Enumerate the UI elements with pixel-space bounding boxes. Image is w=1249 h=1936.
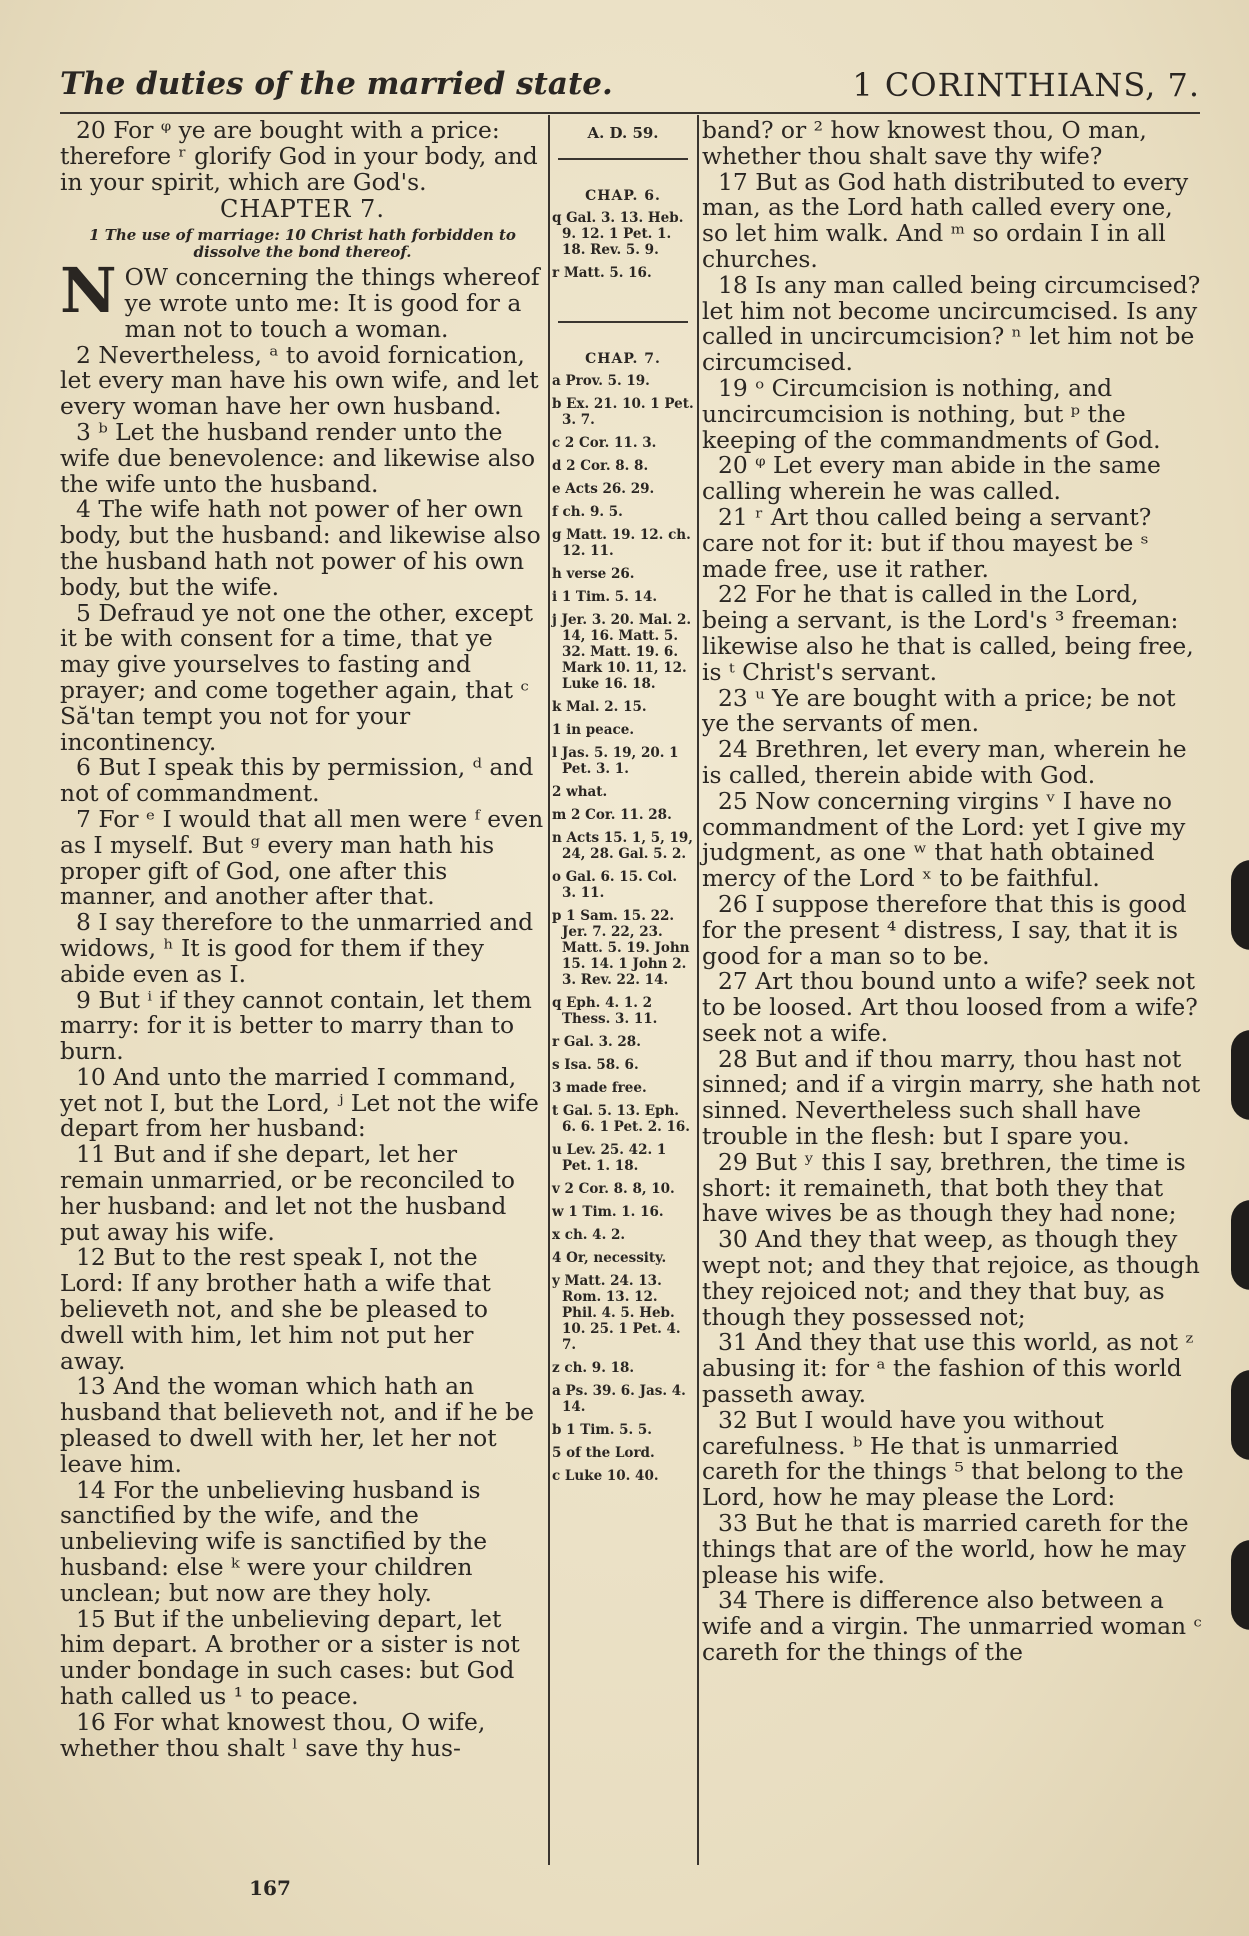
cross-reference: m 2 Cor. 11. 28.: [552, 807, 672, 823]
verse: 11 But and if she depart, let her remain unmarried, or be reconciled to her husband: and let not the husband put away his wife.: [60, 1140, 515, 1246]
verse: 4 The wife hath not power of her own body, but the husband: and likewise also the husband hath not power of his own body, but the wife.: [60, 495, 541, 601]
cross-reference: r Gal. 3. 28.: [552, 1034, 641, 1050]
verse: 6 But I speak this by permission, ᵈ and not of commandment.: [60, 753, 534, 808]
verse: 8 I say therefore to the unmarried and widows, ʰ It is good for them if they abide even as I.: [60, 908, 534, 988]
thumb-index-tab[interactable]: [1231, 1030, 1249, 1120]
running-header: [60, 62, 1200, 114]
cross-reference: b 1 Tim. 5. 5.: [552, 1422, 652, 1438]
cross-reference: i 1 Tim. 5. 14.: [552, 589, 658, 605]
cross-reference: 4 Or, necessity.: [552, 1250, 667, 1266]
cross-reference: s Isa. 58. 6.: [552, 1057, 639, 1073]
verse: 21 ʳ Art thou called being a servant? care not for it: but if thou mayest be ˢ made free, use it rather.: [702, 502, 1152, 583]
page-number: 167: [249, 1876, 291, 1900]
verse: 28 But and if thou marry, thou hast not sinned; and if a virgin marry, she hath not sinned. Nevertheless such shall have trouble in the flesh: but I spare you.: [702, 1044, 1201, 1151]
cross-reference: j Jer. 3. 20. Mal. 2. 14, 16. Matt. 5. 32. Matt. 19. 6. Mark 10. 11, 12. Luke 16. 18.: [552, 612, 692, 692]
column-rule-right: [697, 115, 699, 1865]
ref-chap6-label: CHAP. 6.: [585, 188, 661, 204]
ref-divider: [558, 321, 688, 323]
anno-domini: A. D. 59.: [587, 124, 659, 142]
cross-reference: k Mal. 2. 15.: [552, 699, 647, 715]
left-text-column: [60, 118, 545, 1761]
verse: 34 There is difference also between a wife and a virgin. The unmarried woman ᶜ careth for the things of the: [702, 1586, 1202, 1667]
reference-column: [552, 118, 694, 1491]
cross-reference: t Gal. 5. 13. Eph. 6. 6. 1 Pet. 2. 16.: [552, 1103, 690, 1135]
column-rule-left: [548, 115, 550, 1865]
verse: 31 And they that use this world, as not ᶻ abusing it: for ᵃ the fashion of this world passeth away.: [702, 1328, 1194, 1409]
cross-reference: 3 made free.: [552, 1080, 647, 1096]
cross-reference: d 2 Cor. 8. 8.: [552, 458, 649, 474]
cross-reference: h verse 26.: [552, 566, 635, 582]
right-text-column: [702, 118, 1202, 1666]
cross-reference: y Matt. 24. 13. Rom. 13. 12. Phil. 4. 5. Heb. 10. 25. 1 Pet. 4. 7.: [552, 1273, 681, 1353]
cross-reference: b Ex. 21. 10. 1 Pet. 3. 7.: [552, 396, 694, 428]
cross-reference: a Prov. 5. 19.: [552, 373, 650, 389]
chapter-title: CHAPTER 7.: [220, 195, 385, 224]
verse: 22 For he that is called in the Lord, being a servant, is the Lord's ³ freeman: likewise also he that is called, being free, is ᵗ Christ's servant.: [702, 580, 1194, 686]
verse: 12 But to the rest speak I, not the Lord: If any brother hath a wife that believeth not, and she be pleased to dwell with him, let him not put her away.: [60, 1243, 491, 1375]
verse: 29 But ʸ this I say, brethren, the time is short: it remaineth, that both they that have wives be as though they had none;: [702, 1147, 1186, 1228]
verse: 32 But I would have you without carefulness. ᵇ He that is unmarried careth for the things ⁵ that belong to the Lord, how he may please the Lord:: [702, 1405, 1184, 1512]
cross-reference: w 1 Tim. 1. 16.: [552, 1204, 664, 1220]
verse: 7 For ᵉ I would that all men were ᶠ even as I myself. But ᵍ every man hath his proper gift of God, one after this manner, and another after that.: [60, 804, 544, 911]
cross-reference: o Gal. 6. 15. Col. 3. 11.: [552, 869, 678, 901]
verse-1: [60, 254, 545, 343]
verse: 27 Art thou bound unto a wife? seek not to be loosed. Art thou loosed from a wife? seek not a wife.: [702, 967, 1198, 1047]
verse: 9 But ⁱ if they cannot contain, let them marry: for it is better to marry than to burn.: [60, 985, 532, 1066]
cross-reference: r Matt. 5. 16.: [552, 265, 652, 281]
thumb-index-tab[interactable]: [1231, 1540, 1249, 1630]
cross-reference: z ch. 9. 18.: [552, 1360, 635, 1376]
ref-divider: [558, 158, 688, 160]
cross-reference: p 1 Sam. 15. 22. Jer. 7. 22, 23. Matt. 5. 19. John 15. 14. 1 John 2. 3. Rev. 22. 14.: [552, 908, 690, 988]
thumb-index-tab[interactable]: [1231, 860, 1249, 950]
verse: 3 ᵇ Let the husband render unto the wife due benevolence: and likewise also the wife unto the husband.: [60, 417, 536, 498]
verse: 17 But as God hath distributed to every man, as the Lord hath called every one, so let him walk. And ᵐ so ordain I in all churches.: [702, 167, 1189, 273]
verse: 5 Defraud ye not one the other, except it be with consent for a time, that ye may give yourselves to fasting and prayer; and come together again, that ᶜ Să'tan tempt you not for your incontinency.: [60, 598, 534, 756]
verse: 23 ᵘ Ye are bought with a price; be not ye the servants of men.: [702, 683, 1176, 738]
verse: 13 And the woman which hath an husband that believeth not, and if he be pleased to dwell with her, let her not leave him.: [60, 1372, 534, 1478]
cross-reference: c 2 Cor. 11. 3.: [552, 435, 657, 451]
verse: 15 But if the unbelieving depart, let him depart. A brother or a sister is not under bondage in such cases: but God hath called us ¹ to peace.: [60, 1604, 520, 1711]
verse: 24 Brethren, let every man, wherein he is called, therein abide with God.: [702, 735, 1187, 789]
verse: 10 And unto the married I command, yet not I, but the Lord, ʲ Let not the wife depart from her husband:: [60, 1062, 539, 1143]
cross-reference: g Matt. 19. 12. ch. 12. 11.: [552, 527, 691, 559]
cross-reference: v 2 Cor. 8. 8, 10.: [552, 1181, 675, 1197]
cross-reference: 2 what.: [552, 784, 608, 800]
drop-cap: N: [60, 254, 117, 328]
cross-reference: l Jas. 5. 19, 20. 1 Pet. 3. 1.: [552, 745, 679, 777]
verse: 30 And they that weep, as though they wept not; and they that rejoice, as though they rejoiced not; and they that buy, as though they possessed not;: [702, 1225, 1200, 1331]
verse: 25 Now concerning virgins ᵛ I have no commandment of the Lord: yet I give my judgment, as one ʷ that hath obtained mercy of the Lord ˣ to be faithful.: [702, 786, 1186, 893]
verse-1-text: OW concerning the things whereof ye wrote unto me: It is good for a man not to touch a woman.: [124, 263, 540, 343]
cross-reference: u Lev. 25. 42. 1 Pet. 1. 18.: [552, 1142, 667, 1174]
verse: 2 Nevertheless, ᵃ to avoid fornication, let every man have his own wife, and let every woman have her own husband.: [60, 340, 539, 421]
chapter-summary: 1 The use of marriage: 10 Christ hath forbidden to dissolve the bond thereof.: [89, 226, 516, 262]
ref-chap7-label: CHAP. 7.: [585, 351, 661, 367]
verse: band? or ² how knowest thou, O man, whether thou shalt save thy wife?: [702, 116, 1147, 170]
verse-6-20: 20 For ᵠ ye are bought with a price: therefore ʳ glorify God in your body, and in your spirit, which are God's.: [60, 116, 538, 196]
thumb-index-tab[interactable]: [1231, 1200, 1249, 1290]
verse: 19 ᵒ Circumcision is nothing, and uncircumcision is nothing, but ᵖ the keeping of the commandments of God.: [702, 373, 1161, 454]
cross-reference: e Acts 26. 29.: [552, 481, 655, 497]
cross-reference: x ch. 4. 2.: [552, 1227, 626, 1243]
ref-chap6-list: [552, 210, 694, 281]
cross-reference: n Acts 15. 1, 5, 19, 24, 28. Gal. 5. 2.: [552, 830, 694, 862]
ref-chap7-list: [552, 373, 694, 1484]
thumb-index-tab[interactable]: [1231, 1370, 1249, 1460]
cross-reference: a Ps. 39. 6. Jas. 4. 14.: [552, 1383, 686, 1415]
cross-reference: f ch. 9. 5.: [552, 504, 623, 520]
verse: 26 I suppose therefore that this is good for the present ⁴ distress, I say, that it is good for a man so to be.: [702, 889, 1187, 970]
cross-reference: 5 of the Lord.: [552, 1445, 655, 1461]
cross-reference: q Gal. 3. 13. Heb. 9. 12. 1 Pet. 1. 18. Rev. 5. 9.: [552, 210, 684, 258]
verse: 20 ᵠ Let every man abide in the same calling wherein he was called.: [702, 451, 1161, 506]
verse: 14 For the unbelieving husband is sanctified by the wife, and the unbelieving wife is sanctified by the husband: else ᵏ were your children unclean; but now are they holy.: [60, 1475, 488, 1607]
verse: 33 But he that is married careth for the things that are of the world, how he may please his wife.: [702, 1509, 1189, 1589]
header-right-book: 1 CORINTHIANS, 7.: [852, 66, 1200, 104]
cross-reference: 1 in peace.: [552, 722, 635, 738]
cross-reference: c Luke 10. 40.: [552, 1468, 659, 1484]
cross-reference: q Eph. 4. 1. 2 Thess. 3. 11.: [552, 995, 658, 1027]
verse: 18 Is any man called being circumcised? let him not become uncircumcised. Is any called in uncircumcision? ⁿ let him not be circumcised.: [702, 270, 1201, 377]
header-left-title: The duties of the married state.: [60, 66, 613, 102]
verse: 16 For what knowest thou, O wife, whether thou shalt ˡ save thy hus-: [60, 1707, 486, 1762]
